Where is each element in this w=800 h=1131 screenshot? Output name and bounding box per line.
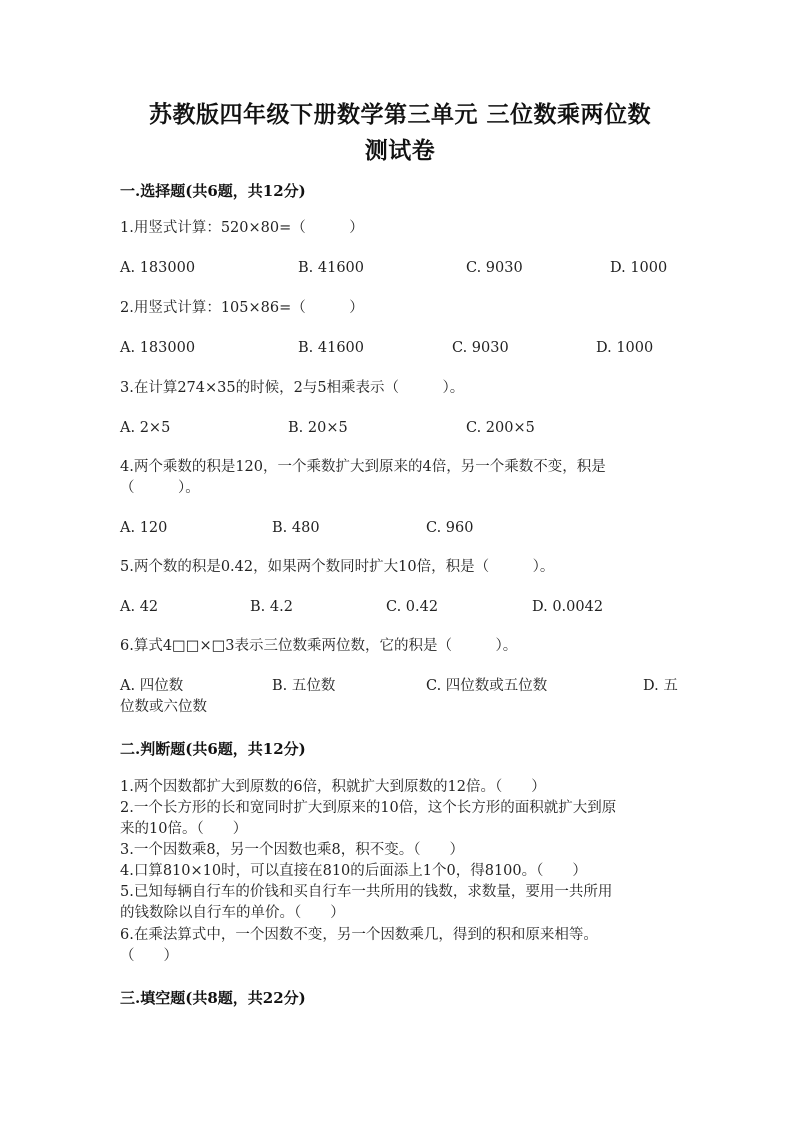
judgment-item-continued: （ ） <box>120 948 178 964</box>
option-c: C. 0.42 <box>386 599 439 615</box>
option-c: C. 9030 <box>466 260 523 276</box>
option-d: D. 1000 <box>596 340 654 356</box>
option-a: A. 183000 <box>120 340 196 356</box>
judgment-item: 1.两个因数都扩大到原数的6倍，积就扩大到原数的12倍。（ ） <box>120 779 546 795</box>
option-d: D. 0.0042 <box>532 599 604 615</box>
judgment-item: 5.已知每辆自行车的价钱和买自行车一共所用的钱数，求数量，要用一共所用 <box>120 884 613 900</box>
judgment-item: 6.在乘法算式中，一个因数不变，另一个因数乘几，得到的积和原来相等。 <box>120 927 598 943</box>
judgment-item-continued: 的钱数除以自行车的单价。（ ） <box>120 905 345 921</box>
option-c: C. 9030 <box>452 340 509 356</box>
option-a: A. 42 <box>120 599 159 615</box>
judgment-item: 2.一个长方形的长和宽同时扩大到原来的10倍，这个长方形的面积就扩大到原 <box>120 800 617 816</box>
question-stem: 6.算式4□□×□3表示三位数乘两位数，它的积是（ ）。 <box>120 638 518 654</box>
option-b: B. 480 <box>272 520 320 536</box>
question-stem: 2.用竖式计算：105×86=（ ） <box>120 300 364 316</box>
judgment-item: 3.一个因数乘8，另一个因数也乘8，积不变。（ ） <box>120 842 465 858</box>
question-stem: 5.两个数的积是0.42，如果两个数同时扩大10倍，积是（ ）。 <box>120 559 555 575</box>
option-b: B. 20×5 <box>288 420 348 436</box>
option-a: A. 183000 <box>120 260 196 276</box>
question-stem: 3.在计算274×35的时候，2与5相乘表示（ ）。 <box>120 380 465 396</box>
option-d-continued: 位数或六位数 <box>120 699 207 715</box>
question-stem: 1.用竖式计算：520×80=（ ） <box>120 220 364 236</box>
option-c: C. 200×5 <box>466 420 535 436</box>
section-heading-judgment: 二.判断题(共6题，共12分) <box>120 740 306 758</box>
section-heading-fill-blank: 三.填空题(共8题，共22分) <box>120 989 306 1007</box>
option-b: B. 41600 <box>298 260 365 276</box>
option-b: B. 五位数 <box>272 678 336 694</box>
option-d: D. 1000 <box>610 260 668 276</box>
option-a: A. 120 <box>120 520 168 536</box>
judgment-item-continued: 来的10倍。（ ） <box>120 821 248 837</box>
option-b: B. 4.2 <box>250 599 293 615</box>
option-c: C. 四位数或五位数 <box>426 678 548 694</box>
judgment-item: 4.口算810×10时，可以直接在810的后面添上1个0，得8100。（ ） <box>120 863 587 879</box>
doc-title-line1: 苏教版四年级下册数学第三单元 三位数乘两位数 <box>148 101 651 128</box>
option-a: A. 四位数 <box>120 678 184 694</box>
section-heading-choice: 一.选择题(共6题，共12分) <box>120 182 306 200</box>
doc-title-line2: 测试卷 <box>364 137 436 164</box>
question-stem-continued: （ ）。 <box>120 480 200 496</box>
option-b: B. 41600 <box>298 340 365 356</box>
option-c: C. 960 <box>426 520 474 536</box>
question-stem: 4.两个乘数的积是120，一个乘数扩大到原来的4倍，另一个乘数不变，积是 <box>120 459 606 475</box>
option-d: D. 五 <box>643 678 678 694</box>
option-a: A. 2×5 <box>120 420 171 436</box>
